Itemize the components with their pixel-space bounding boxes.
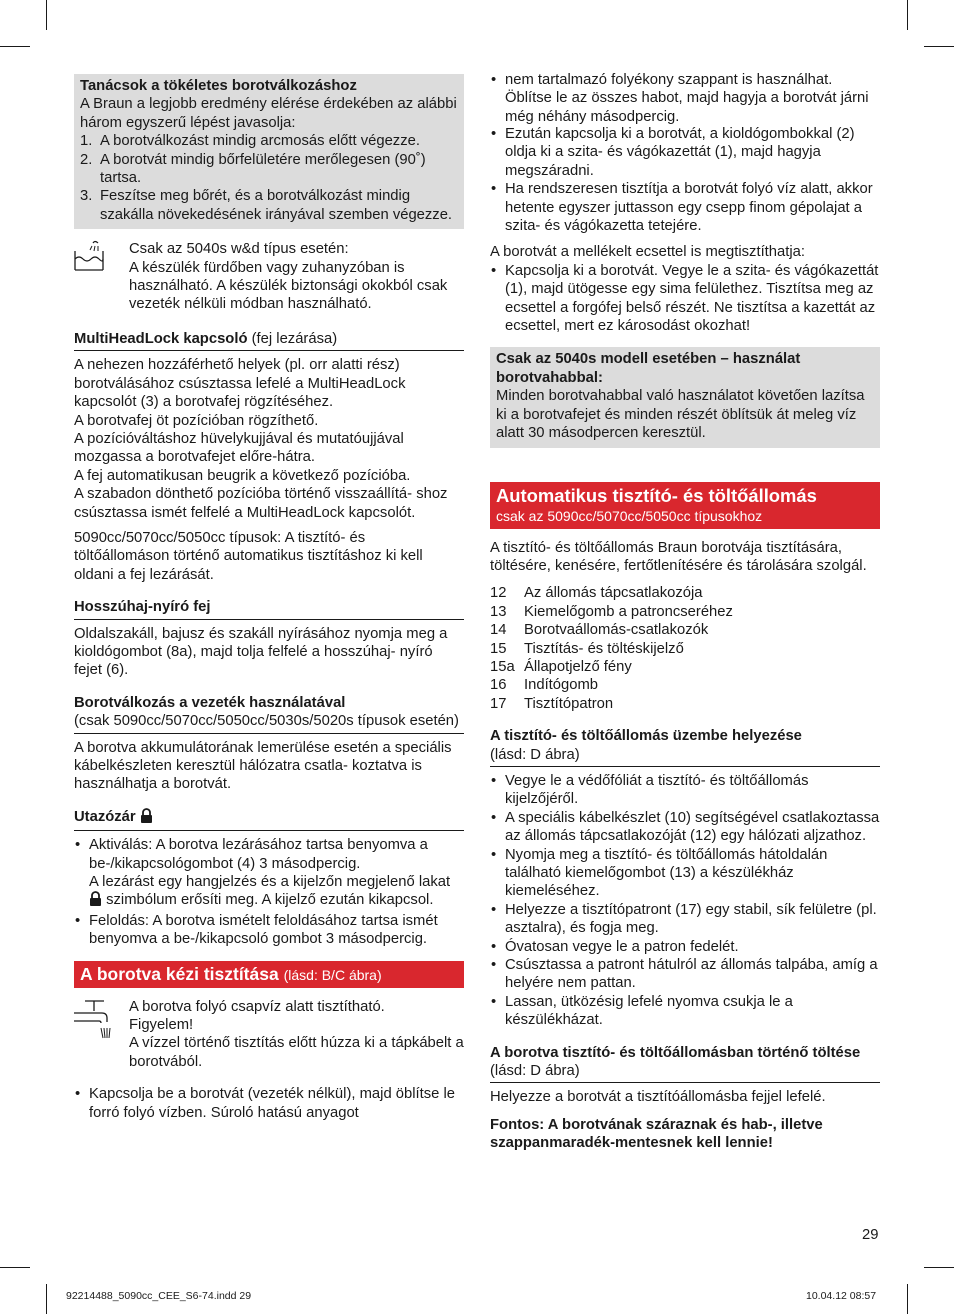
tap-note-text bbox=[129, 998, 464, 1072]
travel-lock-list bbox=[74, 836, 464, 948]
legend-row bbox=[490, 621, 733, 639]
list-item: • A speciális kábelkészlet (10) segítségével csatlakoztassa az állomás tápcsatlakozóját (12) egy hálózati aljzathoz. bbox=[490, 809, 880, 846]
crop-mark bbox=[907, 1284, 908, 1314]
heading-bold: Borotválkozás a vezeték használatával bbox=[74, 694, 346, 711]
manual-cleaning-list-2 bbox=[490, 125, 880, 235]
lock-icon bbox=[140, 808, 153, 828]
list-item: • Feloldás: A borotva ismételt feloldásához tartsa ismét benyomva a be-/kikapcsoló gombot 3 másodpercig. bbox=[74, 912, 464, 949]
list-item: • nem tartalmazó folyékony szappant is használhat. Öblítse le az összes habot, majd hagyja a borotvát járni még néhány másodpercig. bbox=[490, 71, 880, 126]
tips-step bbox=[80, 132, 458, 150]
legend-key: 17 bbox=[490, 695, 507, 712]
left-column bbox=[74, 74, 464, 1122]
parts-legend bbox=[490, 584, 733, 713]
legend-value: Kiemelőgomb a patroncseréhez bbox=[524, 603, 733, 620]
paragraph: A nehezen hozzáférhető helyek (pl. orr alatti rész) borotválásához csúsztassa lefelé a MultiHeadLock kapcsolót (3) a borotvafej rögzítéséhez. bbox=[74, 357, 406, 411]
paragraph: A fej automatikusan beugrik a következő pozícióba. bbox=[74, 467, 411, 484]
manual-cleaning-list-cont bbox=[490, 71, 880, 126]
list-item: • Óvatosan vegye le a patron fedelét. bbox=[490, 938, 880, 956]
step-number: 2. bbox=[80, 151, 93, 168]
legend-row bbox=[490, 658, 733, 676]
travel-lock-heading bbox=[74, 808, 464, 831]
tips-box bbox=[74, 74, 464, 229]
multihead-heading bbox=[74, 330, 464, 351]
station-heading bbox=[490, 482, 880, 529]
list-item: • Ezután kapcsolja ki a borotvát, a kioldógombokkal (2) oldja ki a szita- és vágókazettát (1), majd hagyja megszáradni. bbox=[490, 125, 880, 180]
legend-key: 13 bbox=[490, 603, 507, 620]
right-column bbox=[490, 71, 880, 126]
legend-value: Tisztítás- és töltéskijelző bbox=[524, 640, 684, 657]
paragraph: A pozícióváltáshoz hüvelykujjával és mutatóujjával mozgassa a borotvafejet előre-hátra. bbox=[74, 430, 404, 466]
legend-value: Indítógomb bbox=[524, 677, 599, 694]
paragraph: A szabadon dönthető pozícióba történő visszaállítá- shoz csúsztassa ismét felfelé a MultiHeadLock kapcsolót. bbox=[74, 486, 448, 521]
list-item bbox=[74, 836, 464, 912]
legend-row bbox=[490, 640, 733, 658]
setup-heading bbox=[490, 727, 880, 767]
tips-intro: A Braun a legjobb eredmény elérése érdekében az alábbi három egyszerű lépést javasolja: bbox=[80, 96, 457, 131]
heading-bold: A borotva tisztító- és töltőállomásban történő töltése bbox=[490, 1044, 861, 1061]
heading-text: Utazózár bbox=[74, 808, 136, 825]
lock-icon bbox=[89, 891, 102, 911]
step-text: A borotvát mindig bőrfelületére merőlegesen (90˚) tartsa. bbox=[100, 151, 426, 187]
charge-heading bbox=[490, 1044, 880, 1084]
list-item: • Helyezze a tisztítópatront (17) egy stabil, sík felületre (pl. asztalra), és fogja meg. bbox=[490, 901, 880, 938]
crop-mark bbox=[46, 0, 47, 30]
paragraph: A borotvafej öt pozícióban rögzíthető. bbox=[74, 412, 319, 429]
box-title: Csak az 5040s modell esetében – használat borotvahabbal: bbox=[496, 351, 801, 386]
legend-value: Tisztítópatron bbox=[524, 695, 614, 712]
legend-row bbox=[490, 584, 733, 602]
note-line: Figyelem! bbox=[129, 1017, 194, 1034]
list-item: • Ha rendszeresen tisztítja a borotvát folyó víz alatt, akkor hetente egyszer juttasson egy csepp finom gépolajat a szita- és vágókazetta tetejére. bbox=[490, 180, 880, 235]
legend-row bbox=[490, 676, 733, 694]
paragraph: 5090cc/5070cc/5050cc típusok: A tisztító- és töltőállomáson történő automatikus tisztításhoz ki kell oldani a fej lezárását. bbox=[74, 529, 423, 583]
paragraph: A tisztító- és töltőállomás Braun borotvája tisztítására, töltésére, kenésére, fertőtlenítésére és tárolására szolgál. bbox=[490, 539, 867, 574]
step-text: Feszítse meg bőrét, és a borotválkozást mindig szakálla növekedésének irányával szemben végezze. bbox=[100, 188, 453, 223]
legend-key: 15 bbox=[490, 640, 507, 657]
wd-note-line: Csak az 5040s w&d típus esetén: bbox=[129, 241, 349, 258]
list-item: • Kapcsolja ki a borotvát. Vegye le a szita- és vágókazettát (1), majd ütögesse egy sima felülethez. Tisztítsa meg az ecsettel a forgófej belső részét. Ne tisztítsa a kazettát az ecsettel, mert ez károsodást okozhat! bbox=[490, 262, 880, 336]
footer-file: 92214488_5090cc_CEE_S6-74.indd 29 bbox=[66, 1290, 252, 1302]
legend-value: Az állomás tápcsatlakozója bbox=[524, 585, 703, 602]
list-item: • Nyomja meg a tisztító- és töltőállomás hátoldalán található kiemelőgombot (13) a készülékház kiemeléséhez. bbox=[490, 846, 880, 901]
heading-bold: MultiHeadLock kapcsoló bbox=[74, 330, 248, 347]
list-item: • Csúsztassa a patront hátulról az állomás talpába, amíg a helyére nem pattan. bbox=[490, 956, 880, 993]
heading-title: Automatikus tisztító- és töltőállomás bbox=[496, 484, 817, 506]
step-number: 1. bbox=[80, 133, 93, 150]
wd-note-line: A készülék fürdőben vagy zuhanyzóban is használható. A készülék biztonsági okokból csak vezeték nélküli módban használható. bbox=[129, 259, 448, 313]
page-number: 29 bbox=[862, 1227, 879, 1243]
legend-value: Állapotjelző fény bbox=[524, 658, 632, 675]
footer-date: 10.04.12 08:57 bbox=[806, 1290, 877, 1302]
setup-list bbox=[490, 772, 880, 1030]
crop-mark bbox=[924, 46, 954, 47]
tips-step bbox=[80, 187, 458, 224]
crop-mark bbox=[0, 1267, 30, 1268]
crop-mark bbox=[907, 0, 908, 30]
note-line: A vízzel történő tisztítás előtt húzza ki a tápkábelt a borotvából. bbox=[129, 1035, 464, 1070]
paragraph: A borotva akkumulátorának lemerülése esetén a speciális kábelkészleten keresztül hálózatra csatla- koztatva is használhatja a borotvát. bbox=[74, 739, 452, 793]
tap-water-icon bbox=[74, 998, 129, 1072]
step-text: A borotválkozást mindig arcmosás előtt végezze. bbox=[100, 133, 420, 150]
manual-cleaning-heading bbox=[74, 961, 464, 988]
heading-subtitle: csak az 5090cc/5070cc/5050cc típusokhoz bbox=[496, 507, 763, 524]
legend-key: 15a bbox=[490, 658, 515, 675]
legend-row bbox=[490, 695, 733, 713]
heading-rest: (lásd: D ábra) bbox=[490, 746, 580, 763]
paragraph: Helyezze a borotvát a tisztítóállomásba fejjel lefelé. bbox=[490, 1089, 826, 1106]
legend-key: 12 bbox=[490, 585, 507, 602]
corded-heading bbox=[74, 694, 464, 734]
box-text: Minden borotvahabbal való használatot követően lazítsa ki a borotvafejet és minden részét öblítsük át meleg víz alatt 30 másodpercen keresztül. bbox=[496, 388, 865, 442]
bath-shower-icon bbox=[74, 240, 129, 314]
heading-title: A borotva kézi tisztítása bbox=[80, 963, 279, 984]
paragraph: Oldalszakáll, bajusz és szakáll nyírásához nyomja meg a kioldógombot (8a), majd tolja felfelé a hosszúhaj- nyíró fejet (6). bbox=[74, 625, 448, 679]
brush-list bbox=[490, 262, 880, 336]
list-item: • Lassan, ütközésig lefelé nyomva csukja le a készülékházat. bbox=[490, 993, 880, 1030]
heading-ref: (lásd: B/C ábra) bbox=[283, 966, 382, 983]
list-text: szimbólum erősíti meg. A kijelző ezután kikapcsol. bbox=[106, 892, 434, 909]
wd-foam-box bbox=[490, 347, 880, 447]
paragraph: A borotvát a mellékelt ecsettel is megtisztíthatja: bbox=[490, 244, 805, 261]
heading-rest: (csak 5090cc/5070cc/5050cc/5030s/5020s típusok esetén) bbox=[74, 713, 459, 730]
note-line: A borotva folyó csapvíz alatt tisztítható. bbox=[129, 998, 385, 1015]
manual-cleaning-list bbox=[74, 1085, 464, 1122]
long-hair-heading: Hosszúhaj-nyíró fej bbox=[74, 598, 464, 619]
heading-rest: (lásd: D ábra) bbox=[490, 1063, 580, 1080]
list-text: A lezárást egy hangjelzés és a kijelzőn megjelenő lakat bbox=[89, 874, 451, 891]
legend-key: 16 bbox=[490, 677, 507, 694]
crop-mark bbox=[46, 1284, 47, 1314]
important-note: Fontos: A borotvának száraznak és hab-, illetve szappanmaradék-mentesnek kell lennie! bbox=[490, 1116, 823, 1152]
step-number: 3. bbox=[80, 188, 93, 205]
heading-rest: (fej lezárása) bbox=[247, 330, 338, 347]
tips-title: Tanácsok a tökéletes borotválkozáshoz bbox=[80, 78, 357, 94]
legend-value: Borotvaállomás-csatlakozók bbox=[524, 622, 709, 639]
list-item: • Kapcsolja be a borotvát (vezeték nélkül), majd öblítse le forró folyó vízben. Súroló hatású anyagot bbox=[74, 1085, 464, 1122]
right-column-main bbox=[490, 125, 880, 1153]
wd-note bbox=[74, 240, 464, 314]
legend-key: 14 bbox=[490, 622, 507, 639]
wd-note-text bbox=[129, 240, 464, 314]
tips-steps bbox=[80, 132, 458, 224]
crop-mark bbox=[0, 46, 30, 47]
list-item: • Vegye le a védőfóliát a tisztító- és töltőállomás kijelzőjéről. bbox=[490, 772, 880, 809]
list-text: Aktiválás: A borotva lezárásához tartsa benyomva a be-/kikapcsológombot (4) 3 másodpercig. bbox=[89, 837, 428, 872]
crop-mark bbox=[924, 1267, 954, 1268]
tips-step bbox=[80, 151, 458, 188]
legend-row bbox=[490, 603, 733, 621]
heading-bold: A tisztító- és töltőállomás üzembe helyezése bbox=[490, 728, 802, 745]
tap-note bbox=[74, 998, 464, 1072]
